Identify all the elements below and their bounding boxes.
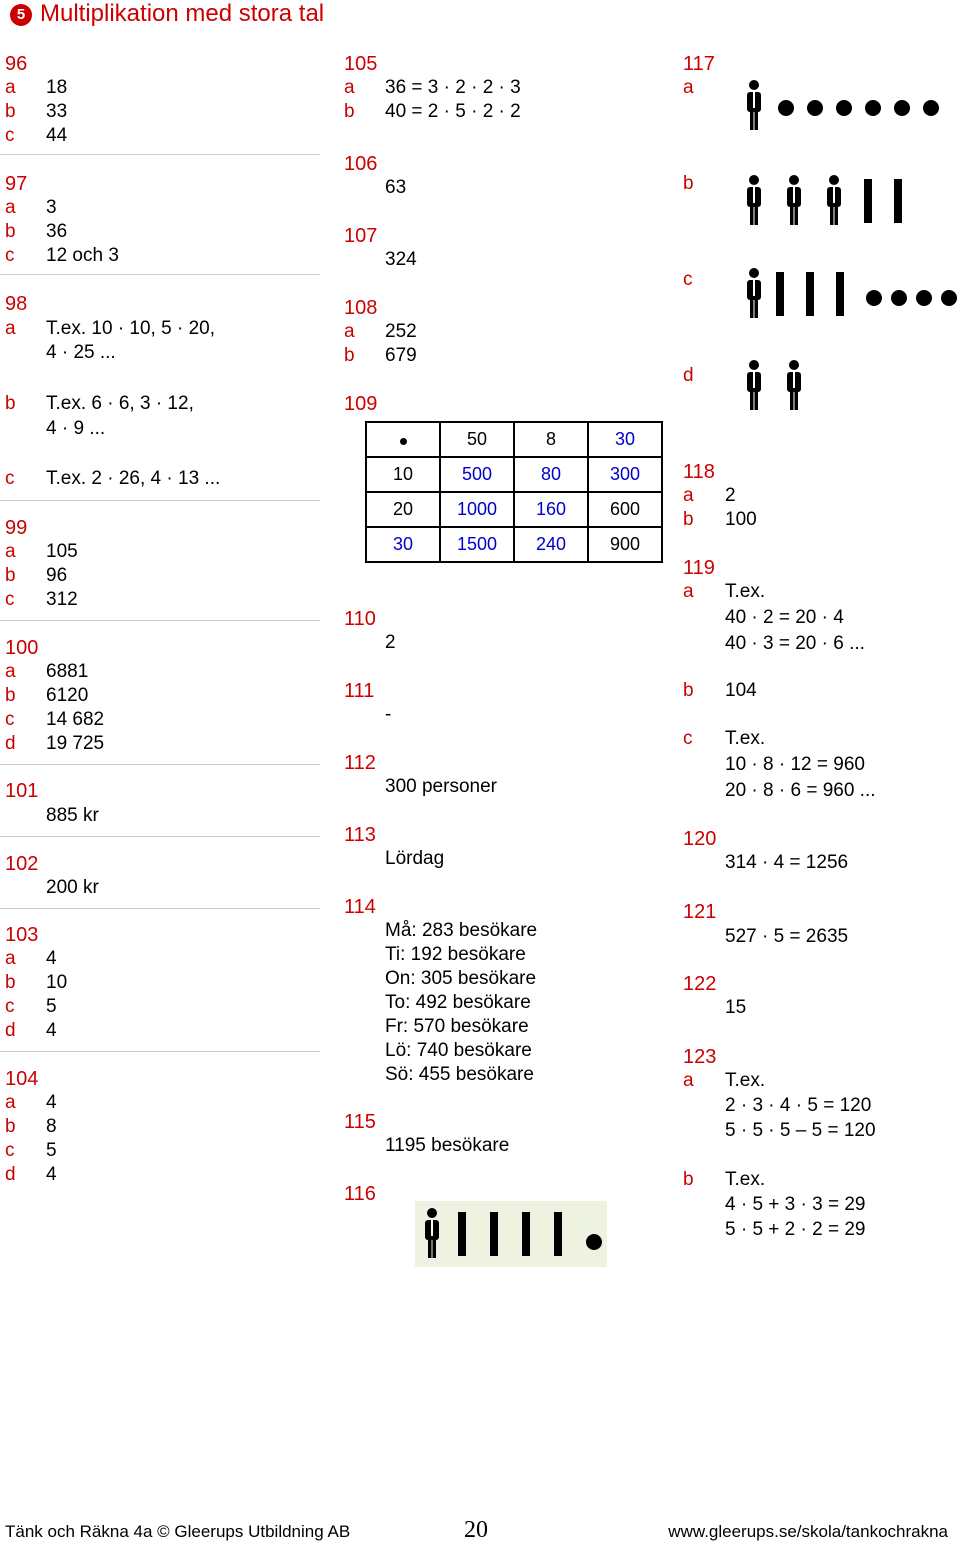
hundred-person-icon [787, 360, 801, 410]
answer-114-line: Ti: 192 besökare [385, 944, 526, 965]
person-divider [753, 372, 755, 388]
person-leg [428, 1238, 432, 1258]
person-leg [750, 298, 754, 318]
chapter-bullet: 5 [10, 4, 32, 26]
problem-112-num: 112 [344, 752, 376, 774]
ten-stick-icon [522, 1212, 530, 1256]
person-head [829, 175, 839, 185]
answer-99b: 96 [46, 565, 68, 586]
answer-114-line: Fr: 570 besökare [385, 1016, 529, 1037]
label-b: b [5, 221, 16, 242]
person-head [749, 268, 759, 278]
table-header-cell: 30 [588, 422, 662, 457]
answer-104a: 4 [46, 1092, 57, 1113]
one-dot-icon [941, 290, 957, 306]
answer-96c: 44 [46, 125, 68, 146]
ten-stick-icon [894, 179, 902, 223]
answer-98a-line1: T.ex. 10 · 10, 5 · 20, [46, 318, 215, 339]
problem-111-num: 111 [344, 680, 375, 702]
separator [0, 154, 320, 155]
label-b: b [683, 1169, 694, 1190]
answer-103c: 5 [46, 996, 57, 1017]
answer-123a-line: 5 · 5 · 5 – 5 = 120 [725, 1120, 876, 1141]
separator [0, 620, 320, 621]
label-a: a [5, 1092, 16, 1113]
answer-104d: 4 [46, 1164, 57, 1185]
label-a: a [5, 541, 16, 562]
problem-121-num: 121 [683, 901, 717, 923]
problem-116-num: 116 [344, 1183, 376, 1205]
one-dot-icon [586, 1234, 602, 1250]
hundred-person-icon [425, 1208, 439, 1258]
hundred-person-icon [747, 268, 761, 318]
table-header-cell: 8 [514, 422, 588, 457]
answer-100b: 6120 [46, 685, 89, 706]
person-leg [433, 1238, 437, 1258]
ten-stick-icon [806, 272, 814, 316]
answer-99a: 105 [46, 541, 78, 562]
answer-105b: 40 = 2 · 5 · 2 · 2 [385, 101, 521, 122]
table-cell: 300 [588, 457, 662, 492]
table-cell: 900 [588, 527, 662, 562]
ten-stick-icon [864, 179, 872, 223]
person-head [789, 360, 799, 370]
hundred-person-icon [747, 80, 761, 130]
answer-117c-figure [742, 268, 960, 324]
one-dot-icon [891, 290, 907, 306]
answer-123b-line: 5 · 5 + 2 · 2 = 29 [725, 1219, 866, 1240]
separator [0, 908, 320, 909]
problem-113-num: 113 [344, 824, 376, 846]
person-head [749, 175, 759, 185]
separator [0, 1051, 320, 1052]
answer-102: 200 kr [46, 877, 99, 898]
multiply-dot-icon [400, 438, 407, 445]
problem-119-num: 119 [683, 557, 715, 579]
answer-98c: T.ex. 2 · 26, 4 · 13 ... [46, 468, 221, 489]
separator [0, 764, 320, 765]
answer-103a: 4 [46, 948, 57, 969]
problem-110-num: 110 [344, 608, 376, 630]
answer-117d-figure [742, 360, 957, 416]
person-head [749, 360, 759, 370]
one-dot-icon [865, 100, 881, 116]
label-c: c [5, 125, 15, 146]
one-dot-icon [866, 290, 882, 306]
answer-118b: 100 [725, 509, 757, 530]
table-cell: 160 [514, 492, 588, 527]
problem-123-num: 123 [683, 1046, 717, 1068]
person-divider [833, 187, 835, 203]
answer-103d: 4 [46, 1020, 57, 1041]
label-a: a [683, 581, 694, 602]
footer-url: www.gleerups.se/skola/tankochrakna [668, 1522, 948, 1541]
label-a: a [344, 321, 355, 342]
problem-118-num: 118 [683, 461, 715, 483]
answer-100d: 19 725 [46, 733, 105, 754]
problem-108-num: 108 [344, 297, 378, 319]
label-b: b [344, 101, 355, 122]
answer-120: 314 · 4 = 1256 [725, 852, 849, 873]
answer-108b: 679 [385, 345, 417, 366]
person-leg [750, 110, 754, 130]
problem-98-num: 98 [5, 293, 28, 315]
label-b: b [5, 101, 16, 122]
answer-97a: 3 [46, 197, 57, 218]
label-b: b [683, 509, 694, 530]
answer-100c: 14 682 [46, 709, 105, 730]
person-leg [790, 205, 794, 225]
answer-98b-line2: 4 · 9 ... [46, 418, 106, 439]
answer-119a-line: 40 · 2 = 20 · 4 [725, 607, 844, 628]
answer-101: 885 kr [46, 805, 99, 826]
hundred-person-icon [787, 175, 801, 225]
label-d: d [5, 733, 16, 754]
table-row-header: 30 [366, 527, 440, 562]
answer-114-line: Lö: 740 besökare [385, 1040, 532, 1061]
separator [0, 500, 320, 501]
page-title [10, 0, 324, 29]
table-cell: 600 [588, 492, 662, 527]
label-a: a [683, 77, 694, 98]
label-c: c [5, 468, 15, 489]
table-row-header: 10 [366, 457, 440, 492]
problem-104-num: 104 [5, 1068, 39, 1090]
ten-stick-icon [776, 272, 784, 316]
label-c: c [683, 728, 693, 749]
answer-110: 2 [385, 632, 396, 653]
person-leg [790, 390, 794, 410]
problem-120-num: 120 [683, 828, 717, 850]
person-leg [795, 390, 799, 410]
ten-stick-icon [836, 272, 844, 316]
answer-108a: 252 [385, 321, 417, 342]
person-leg [755, 390, 759, 410]
separator [0, 274, 320, 275]
table-cell: 80 [514, 457, 588, 492]
answer-114-line: Må: 283 besökare [385, 920, 538, 941]
problem-105-num: 105 [344, 53, 378, 75]
answer-119a-line: T.ex. [725, 581, 766, 602]
problem-109-num: 109 [344, 393, 378, 415]
one-dot-icon [894, 100, 910, 116]
answer-107: 324 [385, 249, 417, 270]
problem-107-num: 107 [344, 225, 378, 247]
answer-117a-figure [742, 80, 957, 136]
label-c: c [5, 709, 15, 730]
table-corner [366, 422, 440, 457]
one-dot-icon [923, 100, 939, 116]
answer-123b-line: 4 · 5 + 3 · 3 = 29 [725, 1194, 866, 1215]
hundred-person-icon [747, 360, 761, 410]
title-text: Multiplikation med stora tal [40, 0, 325, 27]
label-a: a [344, 77, 355, 98]
problem-106-num: 106 [344, 153, 378, 175]
label-a: a [5, 77, 16, 98]
answer-113: Lördag [385, 848, 445, 869]
person-leg [795, 205, 799, 225]
table-cell: 1000 [440, 492, 514, 527]
label-d: d [5, 1020, 16, 1041]
answer-118a: 2 [725, 485, 736, 506]
problem-117-num: 117 [683, 53, 715, 75]
label-b: b [5, 685, 16, 706]
ten-stick-icon [490, 1212, 498, 1256]
answer-99c: 312 [46, 589, 78, 610]
answer-98b-line1: T.ex. 6 · 6, 3 · 12, [46, 393, 194, 414]
label-a: a [683, 485, 694, 506]
label-c: c [683, 269, 693, 290]
table-cell: 1500 [440, 527, 514, 562]
label-c: c [5, 589, 15, 610]
answer-119c-line: 20 · 8 · 6 = 960 ... [725, 780, 876, 801]
problem-101-num: 101 [5, 780, 39, 802]
answer-117b-figure [742, 175, 957, 231]
ten-stick-icon [458, 1212, 466, 1256]
answer-121: 527 · 5 = 2635 [725, 926, 849, 947]
label-b: b [5, 565, 16, 586]
problem-99-num: 99 [5, 517, 28, 539]
answer-119b: 104 [725, 680, 757, 701]
problem-102-num: 102 [5, 853, 39, 875]
label-b: b [683, 173, 694, 194]
label-d: d [683, 365, 694, 386]
answer-105a: 36 = 3 · 2 · 2 · 3 [385, 77, 521, 98]
problem-114-num: 114 [344, 896, 376, 918]
table-cell: 500 [440, 457, 514, 492]
answer-114-line: Sö: 455 besökare [385, 1064, 534, 1085]
label-a: a [5, 197, 16, 218]
label-d: d [5, 1164, 16, 1185]
answer-111: - [385, 704, 392, 725]
person-leg [750, 205, 754, 225]
person-head [749, 80, 759, 90]
one-dot-icon [836, 100, 852, 116]
label-c: c [5, 245, 15, 266]
table-header-cell: 50 [440, 422, 514, 457]
answer-104c: 5 [46, 1140, 57, 1161]
answer-97b: 36 [46, 221, 68, 242]
label-a: a [683, 1070, 694, 1091]
person-divider [431, 1220, 433, 1236]
person-leg [755, 205, 759, 225]
answer-119c-line: T.ex. [725, 728, 766, 749]
label-a: a [5, 661, 16, 682]
problem-96-num: 96 [5, 53, 28, 75]
person-head [427, 1208, 437, 1218]
answer-98a-line2: 4 · 25 ... [46, 342, 116, 363]
person-leg [830, 205, 834, 225]
answer-100a: 6881 [46, 661, 89, 682]
answer-103b: 10 [46, 972, 68, 993]
one-dot-icon [807, 100, 823, 116]
answer-96a: 18 [46, 77, 68, 98]
problem-115-num: 115 [344, 1111, 376, 1133]
label-a: a [5, 948, 16, 969]
answer-114-line: On: 305 besökare [385, 968, 537, 989]
label-c: c [5, 996, 15, 1017]
page-number: 20 [464, 1517, 488, 1543]
label-b: b [5, 972, 16, 993]
person-leg [755, 110, 759, 130]
person-head [789, 175, 799, 185]
answer-122: 15 [725, 997, 747, 1018]
answer-104b: 8 [46, 1116, 57, 1137]
label-b: b [683, 680, 694, 701]
label-c: c [5, 1140, 15, 1161]
answer-123a-line: 2 · 3 · 4 · 5 = 120 [725, 1095, 872, 1116]
answer-119a-line: 40 · 3 = 20 · 6 ... [725, 633, 865, 654]
person-leg [755, 298, 759, 318]
answer-96b: 33 [46, 101, 68, 122]
hundred-person-icon [747, 175, 761, 225]
table-cell: 240 [514, 527, 588, 562]
answer-106: 63 [385, 177, 407, 198]
answer-123a-line: T.ex. [725, 1070, 766, 1091]
problem-103-num: 103 [5, 924, 39, 946]
answer-123b-line: T.ex. [725, 1169, 766, 1190]
person-divider [753, 187, 755, 203]
answer-115: 1195 besökare [385, 1135, 510, 1156]
footer-copyright: Tänk och Räkna 4a © Gleerups Utbildning AB [5, 1522, 351, 1541]
multiplication-table [365, 421, 663, 563]
label-b: b [344, 345, 355, 366]
answer-119c-line: 10 · 8 · 12 = 960 [725, 754, 865, 775]
person-divider [793, 372, 795, 388]
answer-114-line: To: 492 besökare [385, 992, 531, 1013]
ten-stick-icon [554, 1212, 562, 1256]
label-b: b [5, 1116, 16, 1137]
hundred-person-icon [827, 175, 841, 225]
person-leg [835, 205, 839, 225]
one-dot-icon [916, 290, 932, 306]
problem-122-num: 122 [683, 973, 717, 995]
answer-112: 300 personer [385, 776, 497, 797]
label-a: a [5, 318, 16, 339]
label-b: b [5, 393, 16, 414]
answer-116-figure [420, 1208, 610, 1264]
problem-100-num: 100 [5, 637, 39, 659]
person-divider [793, 187, 795, 203]
person-divider [753, 280, 755, 296]
problem-97-num: 97 [5, 173, 28, 195]
person-leg [750, 390, 754, 410]
answer-97c: 12 och 3 [46, 245, 119, 266]
person-divider [753, 92, 755, 108]
one-dot-icon [778, 100, 794, 116]
separator [0, 836, 320, 837]
table-row-header: 20 [366, 492, 440, 527]
